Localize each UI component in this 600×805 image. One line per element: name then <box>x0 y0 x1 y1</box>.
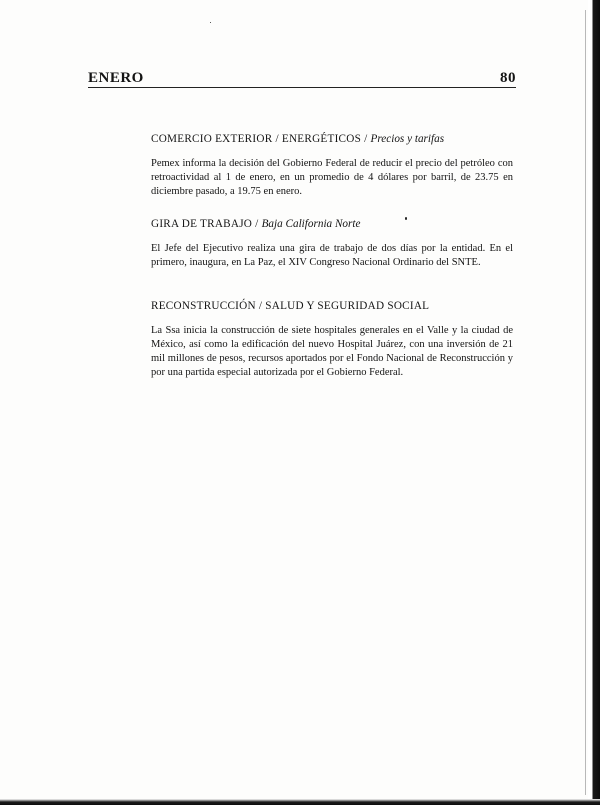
entry-comercio-exterior <box>151 133 513 199</box>
entry-heading <box>151 218 513 230</box>
entry-heading <box>151 300 513 312</box>
entry-gira-de-trabajo <box>151 218 513 270</box>
running-header <box>88 70 516 88</box>
header-rule <box>88 87 516 88</box>
entry-reconstruccion <box>151 300 513 380</box>
entry-topic: GIRA DE TRABAJO / <box>151 218 262 230</box>
entry-body: Pemex informa la decisión del Gobierno Federal de reducir el precio del petróleo con retroactividad al 1 de enero, en un promedio de 4 dólares por barril, de 23.75 en diciembre pasado, a 19.75 en enero. <box>151 158 513 197</box>
scan-edge-bottom <box>0 799 600 805</box>
entry-body: El Jefe del Ejecutivo realiza una gira de trabajo de dos días por la entidad. En el primero, inaugura, en La Paz, el XIV Congreso Nacional Ordinario del SNTE. <box>151 243 513 268</box>
entry-heading <box>151 133 513 145</box>
entry-subtopic: Precios y tarifas <box>370 133 445 145</box>
scan-edge-line <box>585 10 586 795</box>
page-number: 80 <box>500 70 516 86</box>
entry-subtopic: Baja California Norte <box>261 218 361 230</box>
entry-topic: RECONSTRUCCIÓN / SALUD Y SEGURIDAD SOCIAL <box>151 300 430 312</box>
entry-body: La Ssa inicia la construcción de siete hospitales generales en el Valle y la ciudad de México, así como la edificación del nuevo Hospital Juárez, con una inversión de 21 mil millones de pesos, recursos aportados por el Fondo Nacional de Reconstrucción y por una partida especial autorizada por el Gobierno Federal. <box>151 325 513 378</box>
scan-speck <box>210 22 211 23</box>
entry-topic: COMERCIO EXTERIOR / ENERGÉTICOS / <box>151 133 371 145</box>
scan-edge-right <box>588 0 600 805</box>
header-month: ENERO <box>88 70 144 86</box>
